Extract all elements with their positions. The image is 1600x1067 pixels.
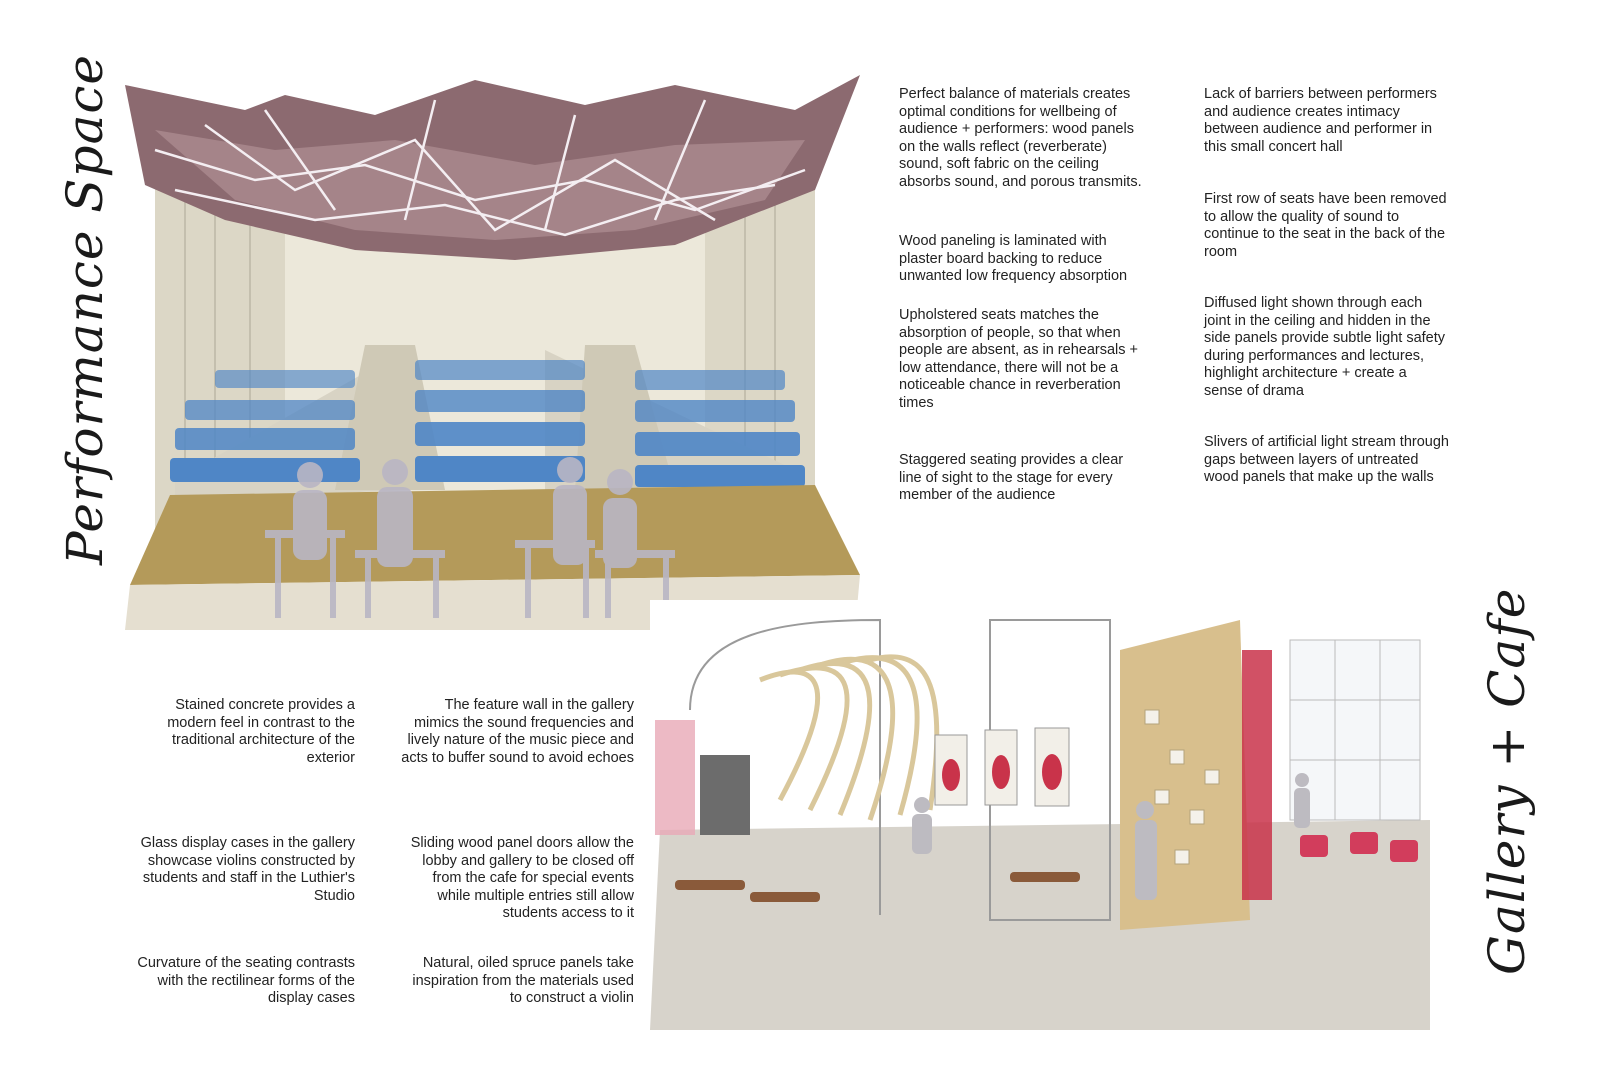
performance-space-rendering xyxy=(115,70,875,630)
note-seating-curvature: Curvature of the seating contrasts with the rectilinear forms of the display cases xyxy=(137,955,355,1007)
note-wood-paneling: Wood paneling is laminated with plaster board backing to reduce unwanted low frequency absorption xyxy=(899,233,1128,285)
performance-space-title: Performance Space xyxy=(56,54,114,565)
note-stained-concrete: Stained concrete provides a modern feel in contrast to the traditional architecture of the exterior xyxy=(167,697,355,766)
gallery-cafe-title: Gallery + Cafe xyxy=(1478,587,1536,975)
note-diffused-light: Diffused light shown through each joint in the ceiling and hidden in the side panels provide subtle light safety during performances and lectures, highlight architecture + create a sense of drama xyxy=(1204,295,1446,399)
note-sliding-wood-doors: Sliding wood panel doors allow the lobby and gallery to be closed off from the cafe for special events while multiple entries still allow students access to it xyxy=(410,835,634,922)
note-slivers-of-light: Slivers of artificial light stream through gaps between layers of untreated wood panels that make up the walls xyxy=(1204,434,1449,486)
note-glass-display-cases: Glass display cases in the gallery showcase violins constructed by students and staff in the Luthier's Studio xyxy=(140,835,355,904)
stage-floor xyxy=(130,485,860,585)
violin-display-cases xyxy=(935,728,1069,806)
violin-icon xyxy=(1042,754,1062,790)
gallery-cafe-rendering xyxy=(650,600,1430,1030)
note-no-barriers: Lack of barriers between performers and audience creates intimacy between audience and performer in this small concert hall xyxy=(1204,86,1437,155)
pink-wall-accent xyxy=(655,720,695,835)
note-material-balance: Perfect balance of materials creates optimal conditions for wellbeing of audience + performers: wood panels on the walls reflect (reverberate) sound, soft fabric on the ceiling absorbs sound, and porous transmits. xyxy=(899,86,1142,190)
note-upholstered-seats: Upholstered seats matches the absorption of people, so that when people are absent, as in rehearsals + low attendance, there will not be a noticeable chance in reverberation times xyxy=(899,307,1139,411)
note-staggered-seating: Staggered seating provides a clear line of sight to the stage for every member of the audience xyxy=(899,452,1124,504)
violin-icon xyxy=(942,759,960,791)
note-spruce-panels: Natural, oiled spruce panels take inspiration from the materials used to construct a violin xyxy=(412,955,634,1007)
violin-icon xyxy=(992,755,1010,789)
red-column xyxy=(1242,650,1272,900)
note-feature-wall: The feature wall in the gallery mimics the sound frequencies and lively nature of the music piece and acts to buffer sound to avoid echoes xyxy=(401,697,634,766)
note-first-row-removed: First row of seats have been removed to allow the quality of sound to continue to the seat in the back of the room xyxy=(1204,191,1447,260)
elevator-door xyxy=(700,755,750,835)
